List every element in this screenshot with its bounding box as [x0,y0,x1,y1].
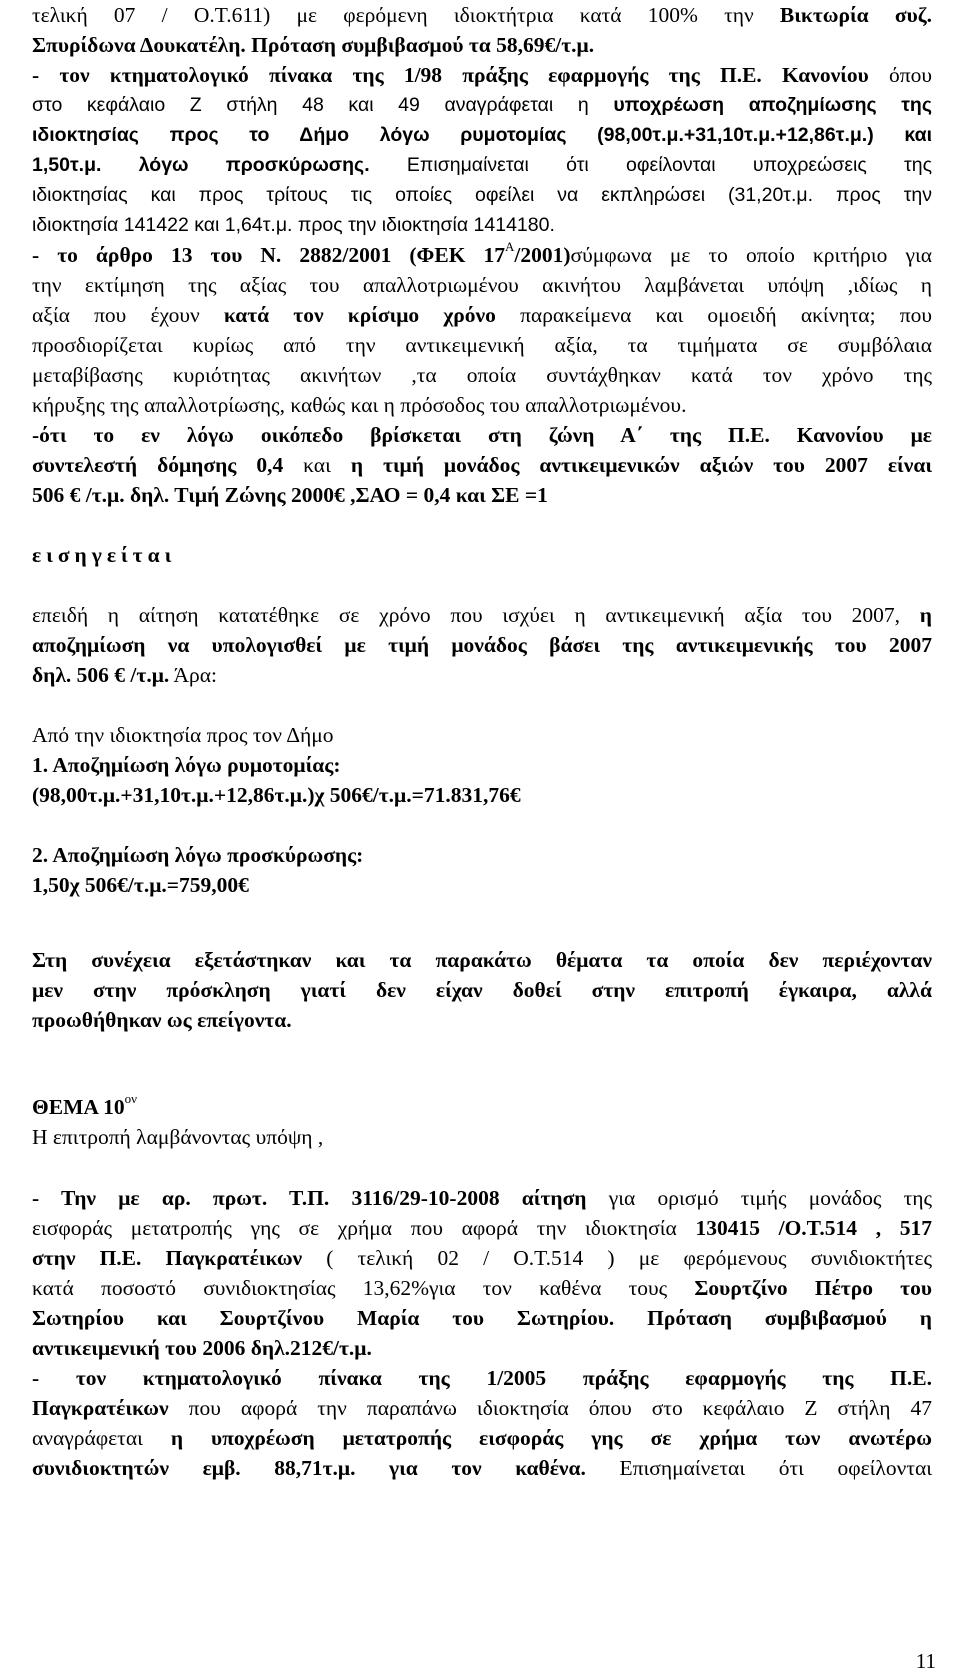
paragraph-line [32,1005,932,1035]
text-run: 1,50χ 506€/τ.μ.=759,00€ [32,873,249,897]
paragraph-line [32,1273,932,1303]
superscript: ον [124,1092,137,1106]
paragraph-line [32,210,932,240]
text-run: αποζημίωση να υπολογισθεί με τιμή μονάδος βάσει της αντικειμενικής του 2007 [32,633,932,657]
text-run: κατά ποσοστό συνιδιοκτησίας 13,62%για τον καθένα τους [32,1276,695,1300]
text-run: Σπυρίδωνα Δουκατέλη. Πρόταση συμβιβασμού τα 58,69€/τ.μ. [32,33,595,57]
text-run: η τιμή μονάδος αντικειμενικών αξιών του 2007 είναι [350,453,932,477]
paragraph-line [32,270,932,300]
paragraph-line [32,120,932,150]
text-run: ( τελική 02 / Ο.Τ.514 ) με φερόμενους συνιδιοκτήτες [302,1246,932,1270]
text-run: στο κεφάλαιο Ζ στήλη 48 και 49 αναγράφεται η [32,94,614,116]
paragraph-line [32,420,932,450]
paragraph-line [32,360,932,390]
text-run: κήρυξης της απαλλοτρίωσης, καθώς και η πρόσοδος του απαλλοτριωμένου. [32,393,687,417]
paragraph-line [32,1333,932,1363]
text-run: Από την ιδιοκτησία προς τον Δήμο [32,723,334,747]
text-run: στην Π.Ε. Παγκρατέικων [32,1246,303,1270]
text-run: Στη συνέχεια εξετάστηκαν και τα παρακάτω θέματα τα οποία δεν περιέχονταν [32,948,932,972]
paragraph-line [32,1363,932,1393]
text-run: Παγκρατέικων [32,1396,169,1420]
text-run: συντελεστή δόμησης 0,4 [32,453,284,477]
text-run: που αφορά την παραπάνω ιδιοκτησία όπου στο κεφάλαιο Ζ στήλη 47 [168,1396,932,1420]
superscript: Α [505,240,515,254]
paragraph-line [32,60,932,90]
text-run: κατά τον κρίσιμο χρόνο [223,303,496,327]
text-run: παρακείμενα και ομοειδή ακίνητα; που [495,303,932,327]
paragraph-line [32,870,932,900]
text-run: -ότι το εν λόγω οικόπεδο βρίσκεται στη ζώνη Α΄ της Π.Ε. Κανονίου με [32,423,932,447]
text-run: τελική 07 / Ο.Τ.611) με φερόμενη ιδιοκτήτρια κατά 100% την [32,3,780,27]
owner-name: Βικτωρία συζ. [779,3,932,27]
paragraph-line [32,450,932,480]
text-run: σύμφωνα με το οποίο κριτήριο για [570,243,932,267]
paragraph-line [32,480,932,510]
text-run: ΘΕΜΑ 10 [32,1095,125,1119]
paragraph-line [32,1423,932,1453]
paragraph-line [32,1453,932,1483]
text-run: όπου [868,63,932,87]
paragraph-line [32,840,932,870]
text-run: αναγράφεται [32,1426,171,1450]
text-run: - τον κτηματολογικό πίνακα της 1/98 πράξης εφαρμογής της Π.Ε. Κανονίου [32,63,869,87]
paragraph-line [32,720,932,750]
text-run: Επισημαίνεται ότι οφείλονται [585,1456,932,1480]
page-number: 11 [915,1649,936,1673]
paragraph-line [32,30,932,60]
paragraph-line [32,300,932,330]
text-run: εισηγείται [32,543,177,567]
text-run: αξία που έχουν [32,303,224,327]
text-run: - Την με αρ. πρωτ. Τ.Π. 3116/29-10-2008 αίτηση [32,1186,587,1210]
paragraph-line [32,750,932,780]
paragraph-line [32,180,932,210]
text-run: για ορισμό τιμής μονάδος της [586,1186,932,1210]
text-run: αντικειμενική του 2006 δηλ.212€/τ.μ. [32,1336,372,1360]
paragraph-line [32,630,932,660]
paragraph-line [32,240,932,270]
text-run: την εκτίμηση της αξίας του απαλλοτριωμένου ακινήτου λαμβάνεται υπόψη ,ιδίως η [32,273,932,297]
text-run: και [283,453,351,477]
text-run: επειδή η αίτηση κατατέθηκε σε χρόνο που ισχύει η αντικειμενική αξία του 2007, [32,603,920,627]
text-run: Σουρτζίνο Πέτρο του [694,1276,932,1300]
text-run: προσδιορίζεται κυρίως από την αντικειμενική αξία, τα τιμήματα σε συμβόλαια [32,333,932,357]
text-run: /2001) [514,243,571,267]
paragraph-line [32,975,932,1005]
text-run: 1. Αποζημίωση λόγω ρυμοτομίας: [32,753,341,777]
paragraph-line [32,1243,932,1273]
text-run: συνιδιοκτητών εμβ. 88,71τ.μ. για τον καθένα. [32,1456,586,1480]
text-run: (98,00τ.μ.+31,10τ.μ.+12,86τ.μ.)χ 506€/τ.μ.=71.831,76€ [32,783,521,807]
paragraph-line [32,330,932,360]
paragraph-line [32,150,932,180]
paragraph-line [32,660,932,690]
paragraph-line [32,0,932,30]
text-run: Επισημαίνεται ότι οφείλονται υποχρεώσεις της [369,154,932,176]
paragraph-line [32,390,932,420]
text-run: η υποχρέωση μετατροπής εισφοράς γης σε χρήμα των ανωτέρω [170,1426,932,1450]
paragraph-line [32,90,932,120]
paragraph-line [32,600,932,630]
section-heading [32,540,932,570]
text-run: προωθήθηκαν ως επείγοντα. [32,1008,292,1032]
paragraph-line [32,1122,932,1152]
paragraph-line [32,1183,932,1213]
text-run: μεν στην πρόσκληση γιατί δεν είχαν δοθεί στην επιτροπή έγκαιρα, αλλά [32,978,932,1002]
paragraph-line [32,780,932,810]
text-run: δηλ. 506 € /τ.μ. [32,663,170,687]
text-run: - τον κτηματολογικό πίνακα της 1/2005 πράξης εφαρμογής της Π.Ε. [32,1366,932,1390]
text-run: μεταβίβασης κυριότητας ακινήτων ,τα οποία συντάχθηκαν κατά τον χρόνο της [32,363,932,387]
text-run: ιδιοκτησίας και προς τρίτους τις οποίες οφείλει να εκπληρώσει (31,20τ.μ. προς την [32,184,932,206]
paragraph-line [32,1213,932,1243]
text-run: εισφοράς μετατροπής γης σε χρήμα που αφορά την ιδιοκτησία [32,1216,696,1240]
text-run: - το άρθρο 13 του Ν. 2882/2001 (ΦΕΚ 17 [32,243,505,267]
text-run: 1,50τ.μ. λόγω προσκύρωσης. [32,154,370,176]
text-run: 130415 /Ο.Τ.514 , 517 [695,1216,932,1240]
text-run: ιδιοκτησία 141422 και 1,64τ.μ. προς την ιδιοκτησία 1414180. [32,214,555,236]
paragraph-line [32,945,932,975]
text-run: υποχρέωση αποζημίωσης της [613,94,932,116]
paragraph-line [32,1393,932,1423]
text-run: 2. Αποζημίωση λόγω προσκύρωσης: [32,843,364,867]
paragraph-line [32,1303,932,1333]
text-run: ιδιοκτησίας προς το Δήμο λόγω ρυμοτομίας (98,00τ.μ.+31,10τ.μ.+12,86τ.μ.) και [32,124,932,146]
text-run: Άρα: [169,663,217,687]
text-run: 506 € /τ.μ. δηλ. Τιμή Ζώνης 2000€ ,ΣΑΟ = 0,4 και ΣΕ =1 [32,483,548,507]
text-run: Σωτηρίου και Σουρτζίνου Μαρία του Σωτηρίου. Πρόταση συμβιβασμού η [32,1306,932,1330]
text-run: η [919,603,932,627]
text-run: Η επιτροπή λαμβάνοντας υπόψη , [32,1125,324,1149]
topic-heading [32,1092,932,1122]
